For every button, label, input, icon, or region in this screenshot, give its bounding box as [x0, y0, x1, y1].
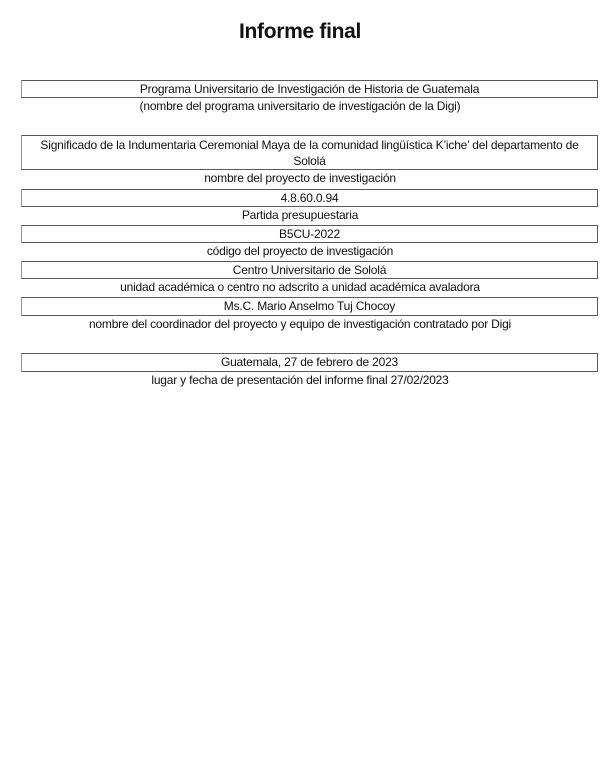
program-name-field: Programa Universitario de Investigación de Historia de Guatemala — [21, 80, 598, 98]
budget-line-label: Partida presupuestaria — [241, 208, 359, 222]
document-title: Informe final — [238, 20, 362, 43]
coordinator-field: Ms.C. Mario Anselmo Tuj Chocoy — [21, 297, 598, 316]
place-date-label: lugar y fecha de presentación del informe final 27/02/2023 — [151, 373, 449, 387]
academic-unit-label: unidad académica o centro no adscrito a unidad académica avaladora — [120, 280, 480, 294]
budget-line-field: 4.8.60.0.94 — [21, 189, 598, 207]
place-date-field: Guatemala, 27 de febrero de 2023 — [21, 353, 598, 372]
coordinator-label: nombre del coordinador del proyecto y equipo de investigación contratado por Digi — [88, 317, 512, 331]
program-name-label: (nombre del programa universitario de investigación de la Digi) — [139, 99, 461, 113]
project-code-field: B5CU-2022 — [21, 225, 598, 243]
project-name-label: nombre del proyecto de investigación — [204, 171, 396, 185]
project-name-field: Significado de la Indumentaria Ceremonial Maya de la comunidad lingüística K’iche’ del departamento de Sololá — [21, 135, 598, 170]
academic-unit-field: Centro Universitario de Sololá — [21, 261, 598, 279]
project-code-label: código del proyecto de investigación — [206, 244, 394, 258]
